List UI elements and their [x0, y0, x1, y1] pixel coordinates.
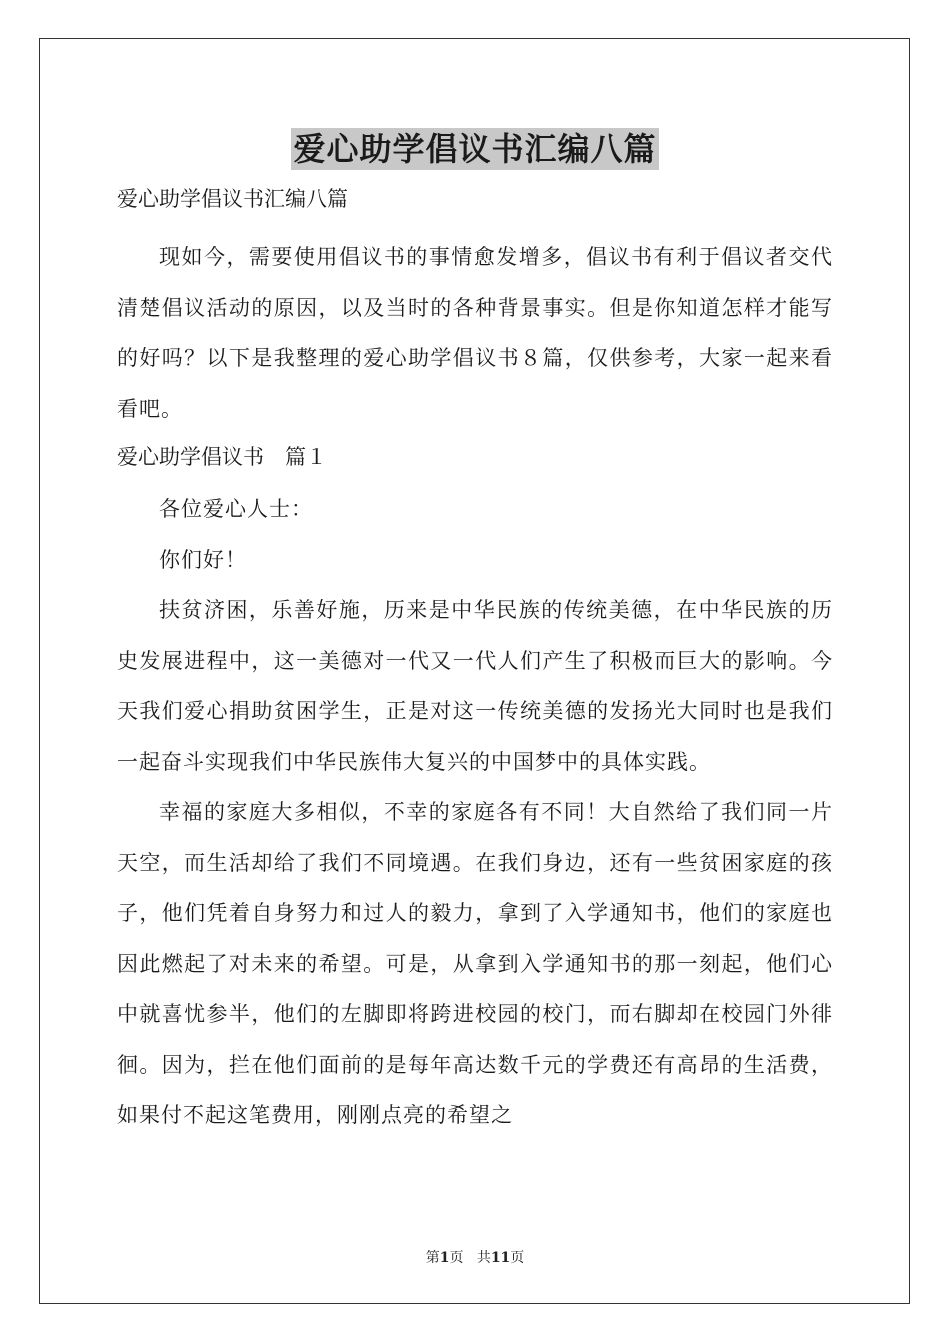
greeting: 你们好！ — [159, 547, 247, 572]
salutation: 各位爱心人士： — [159, 497, 313, 521]
body-paragraph: 扶贫济困，乐善好施，历来是中华民族的传统美德，在中华民族的历史发展进程中，这一美德对一代又一代人们产生了积极而巨大的影响。今天我们爱心捐助贫困学生，正是对这一传统美德的发扬光大同时也是我们一起奋斗实现我们中华民族伟大复兴的中国梦中的具体实践。 — [117, 598, 833, 774]
total-prefix: 共 — [476, 1250, 491, 1266]
section-heading: 爱心助学倡议书 篇１ — [117, 445, 327, 469]
document-body — [117, 180, 833, 1141]
document-title: 爱心助学倡议书汇编八篇 — [293, 130, 657, 168]
document-subtitle: 爱心助学倡议书汇编八篇 — [117, 187, 348, 211]
total-pages: 11 — [490, 1250, 511, 1266]
page-label-suffix: 页 — [449, 1250, 464, 1266]
total-suffix: 页 — [510, 1250, 525, 1266]
page-label-prefix: 第 — [425, 1250, 440, 1266]
intro-paragraph: 现如今，需要使用倡议书的事情愈发增多，倡议书有利于倡议者交代清楚倡议活动的原因，以及当时的各种背景事实。但是你知道怎样才能写的好吗？以下是我整理的爱心助学倡议书８篇，仅供参考，大家一起来看看吧。 — [117, 245, 833, 421]
page-footer — [0, 1247, 950, 1267]
body-paragraph: 幸福的家庭大多相似，不幸的家庭各有不同！大自然给了我们同一片天空，而生活却给了我们不同境遇。在我们身边，还有一些贫困家庭的孩子，他们凭着自身努力和过人的毅力，拿到了入学通知书，他们的家庭也因此燃起了对未来的希望。可是，从拿到入学通知书的那一刻起，他们心中就喜忧参半，他们的左脚即将跨进校园的校门，而右脚却在校园门外徘徊。因为，拦在他们面前的是每年高达数千元的学费还有高昂的生活费，如果付不起这笔费用，刚刚点亮的希望之 — [117, 800, 833, 1127]
page-number: 1 — [439, 1250, 450, 1266]
title-area — [0, 128, 950, 170]
